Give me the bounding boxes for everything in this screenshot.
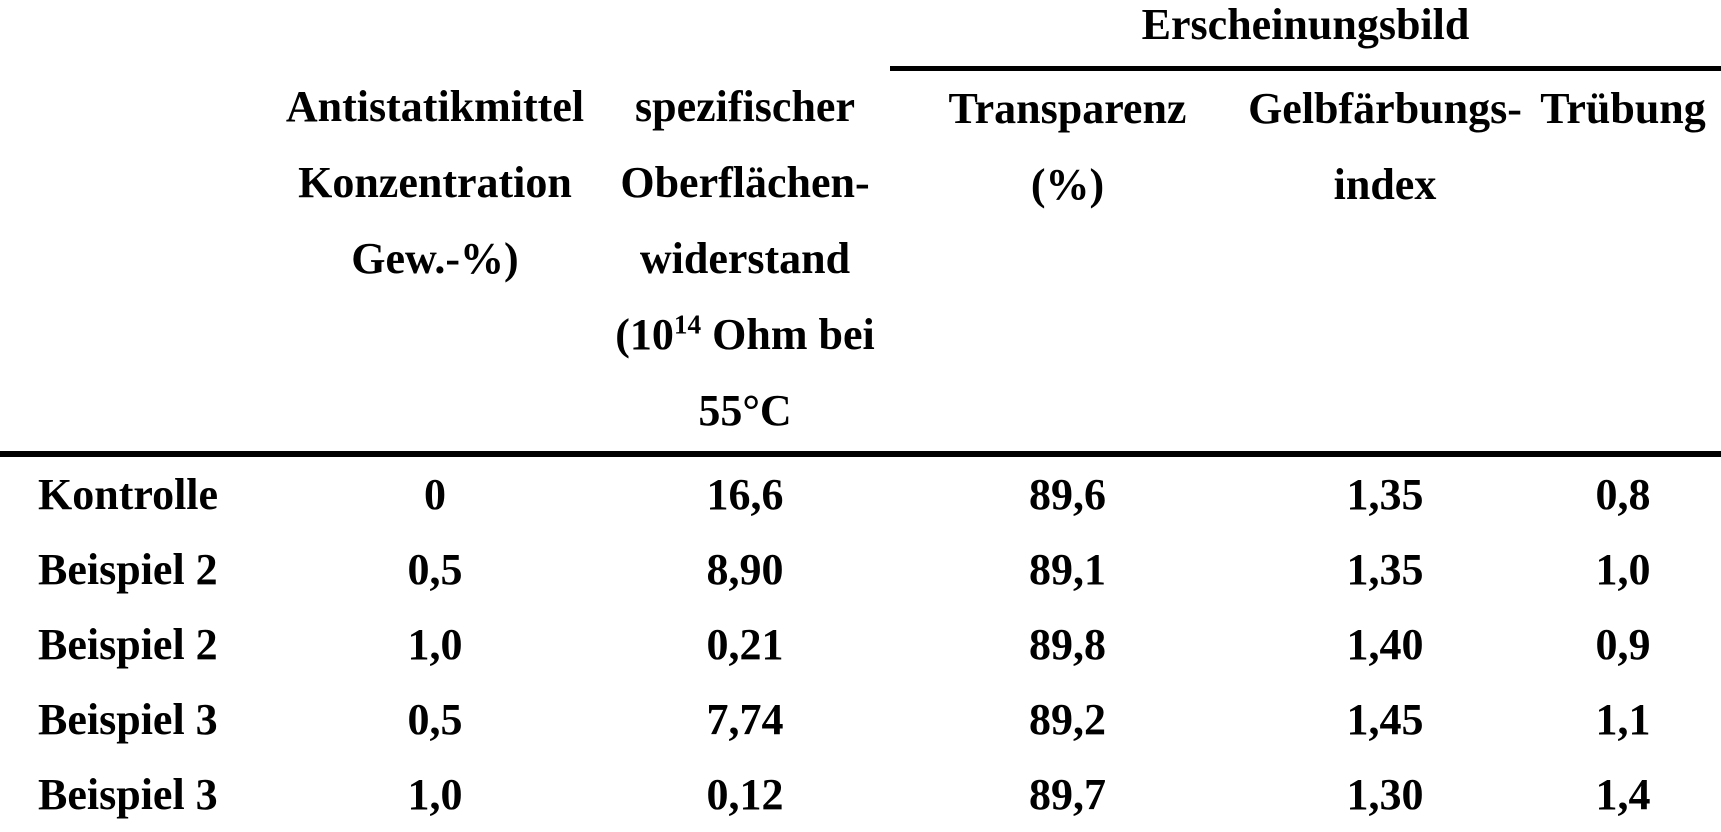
cell-widerstand: 0,12 [706, 770, 784, 819]
cell-widerstand: 7,74 [706, 695, 784, 744]
column-header-truebung [1525, 69, 1721, 455]
empty-cell [270, 0, 600, 69]
table-row-beispiel-2a [0, 532, 1721, 607]
empty-cell [600, 0, 890, 69]
cell-truebung: 0,8 [1525, 454, 1721, 532]
ohm-exponent: 14 [673, 308, 702, 339]
column-header-gelbfaerbungsindex [1245, 69, 1525, 455]
ohm-suffix: Ohm bei [701, 309, 875, 359]
header-line: widerstand [639, 233, 851, 283]
header-line: Oberflächen- [620, 157, 870, 207]
header-line: (%) [1030, 160, 1105, 209]
header-line: 55°C [698, 385, 792, 435]
group-header-label: Erscheinungsbild [1141, 0, 1470, 49]
cell-truebung: 1,1 [1595, 695, 1651, 744]
header-line: Trübung [1540, 84, 1706, 133]
column-header-oberflaechenwiderstand [600, 69, 890, 455]
header-line: Konzentration [298, 157, 572, 207]
cell-gelbfaerbungsindex: 1,40 [1346, 620, 1424, 669]
header-line: Transparenz [948, 84, 1187, 133]
cell-truebung: 0,9 [1595, 620, 1651, 669]
header-line: index [1333, 160, 1437, 209]
cell-transparenz: 89,7 [1029, 770, 1106, 819]
cell-truebung: 1,0 [1595, 545, 1651, 594]
ohm-prefix: (10 [615, 309, 674, 359]
table-row-kontrolle [0, 454, 1721, 532]
cell-gelbfaerbungsindex: 1,45 [1346, 695, 1424, 744]
cell-transparenz: 89,8 [1029, 620, 1106, 669]
cell-gelbfaerbungsindex: 1,35 [1245, 454, 1525, 532]
table-row-beispiel-3a [0, 682, 1721, 757]
cell-truebung: 1,4 [1595, 770, 1651, 819]
header-line: Gelbfärbungs- [1248, 84, 1522, 133]
header-line-ohm [600, 297, 890, 373]
column-header-transparenz [890, 69, 1245, 455]
cell-konzentration: 1,0 [407, 770, 463, 819]
cell-gelbfaerbungsindex: 1,30 [1346, 770, 1424, 819]
group-header-erscheinungsbild [890, 0, 1721, 69]
cell-transparenz: 89,6 [890, 454, 1245, 532]
cell-konzentration: 0 [270, 454, 600, 532]
header-line: spezifischer [635, 81, 855, 131]
table-row-beispiel-2b [0, 607, 1721, 682]
row-label: Beispiel 2 [38, 620, 218, 669]
cell-konzentration: 0,5 [407, 545, 463, 594]
empty-cell [0, 0, 270, 69]
cell-widerstand: 16,6 [600, 454, 890, 532]
cell-gelbfaerbungsindex: 1,35 [1346, 545, 1424, 594]
cell-widerstand: 8,90 [706, 545, 784, 594]
row-label: Beispiel 3 [38, 695, 218, 744]
cell-transparenz: 89,2 [1029, 695, 1106, 744]
cell-konzentration: 1,0 [407, 620, 463, 669]
row-label: Beispiel 2 [38, 545, 218, 594]
cell-konzentration: 0,5 [407, 695, 463, 744]
column-header-row [0, 69, 1721, 455]
row-label: Kontrolle [0, 454, 270, 532]
table-row-beispiel-3b [0, 757, 1721, 832]
cell-transparenz: 89,1 [1029, 545, 1106, 594]
column-header-antistatikmittel [270, 69, 600, 455]
cell-widerstand: 0,21 [706, 620, 784, 669]
row-label-column-header [0, 69, 270, 455]
group-header-row [0, 0, 1721, 69]
row-label: Beispiel 3 [38, 770, 218, 819]
header-line: Antistatikmittel [285, 81, 585, 131]
header-line: Gew.-%) [351, 233, 519, 283]
